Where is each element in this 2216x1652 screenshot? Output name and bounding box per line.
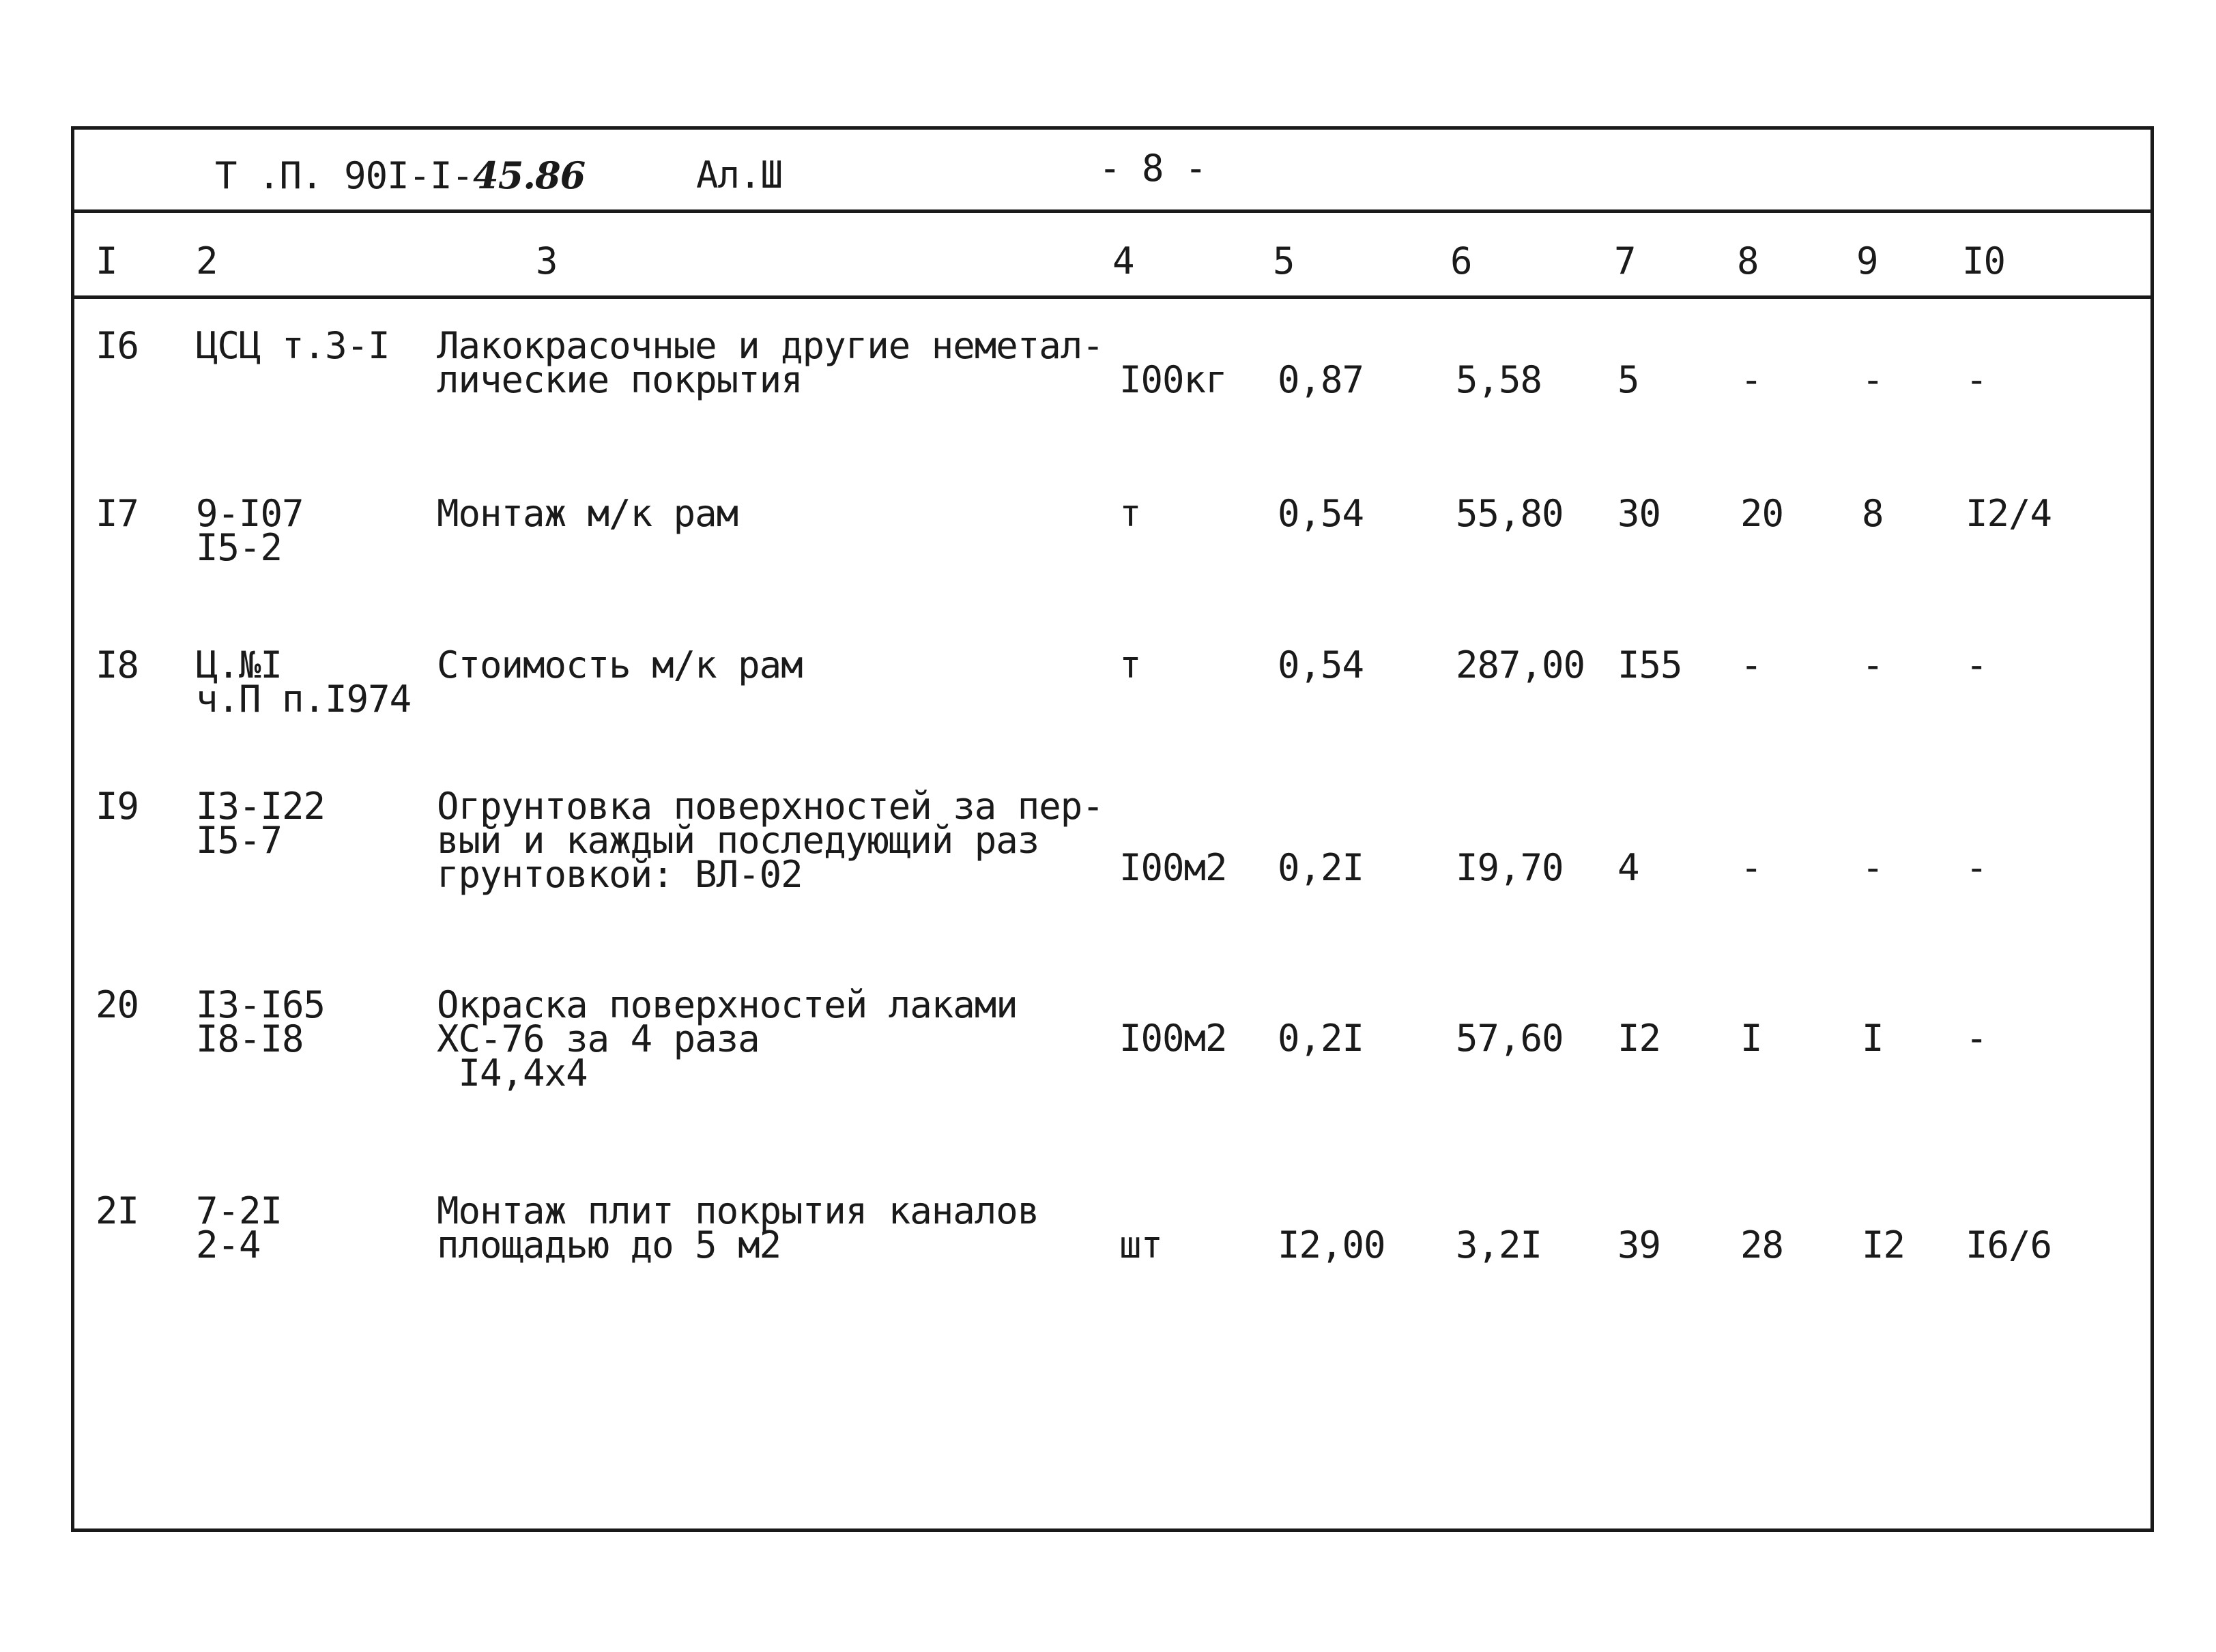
row-price: 287,00 xyxy=(1456,643,1585,686)
row-col10: I2/4 xyxy=(1966,492,2052,535)
row-unit: I00м2 xyxy=(1119,846,1227,889)
column-header-divider xyxy=(71,295,2154,299)
row-code: I3-I22 I5-7 xyxy=(196,785,326,862)
page-number: - 8 - xyxy=(1099,147,1207,190)
row-quantity: 0,2I xyxy=(1278,846,1364,889)
row-number: I6 xyxy=(96,324,139,367)
row-price: I9,70 xyxy=(1456,846,1564,889)
row-col9: I2 xyxy=(1862,1223,1905,1266)
column-header-9: 9 xyxy=(1856,240,1878,282)
row-col10: - xyxy=(1966,643,1987,686)
column-header-4: 4 xyxy=(1112,240,1134,282)
row-quantity: 0,54 xyxy=(1278,492,1364,535)
header-divider xyxy=(71,209,2154,213)
row-name: Огрунтовка поверхностей за пер- вый и каждый последующий раз грунтовкой: ВЛ-02 xyxy=(437,785,1104,896)
row-quantity: 0,2I xyxy=(1278,1017,1364,1060)
row-col8: - xyxy=(1740,846,1762,889)
row-name: Стоимость м/к рам xyxy=(437,643,803,686)
row-col10: - xyxy=(1966,1017,1987,1060)
row-price: 3,2I xyxy=(1456,1223,1542,1266)
row-quantity: I2,00 xyxy=(1278,1223,1385,1266)
column-header-7: 7 xyxy=(1614,240,1636,282)
row-col9: - xyxy=(1862,358,1884,401)
row-number: I7 xyxy=(96,492,139,535)
row-col8: 20 xyxy=(1740,492,1784,535)
row-col8: 28 xyxy=(1740,1223,1784,1266)
row-unit: I00м2 xyxy=(1119,1017,1227,1060)
column-header-5: 5 xyxy=(1273,240,1295,282)
row-price: 57,60 xyxy=(1456,1017,1564,1060)
row-col10: I6/6 xyxy=(1966,1223,2052,1266)
row-col9: I xyxy=(1862,1017,1884,1060)
row-col8: - xyxy=(1740,358,1762,401)
row-name: Монтаж плит покрытия каналов площадью до 5 м2 xyxy=(437,1189,1039,1266)
row-col7: I2 xyxy=(1617,1017,1661,1060)
row-price: 5,58 xyxy=(1456,358,1542,401)
row-number: 2I xyxy=(96,1189,139,1232)
row-col7: I55 xyxy=(1617,643,1682,686)
row-unit: т xyxy=(1119,492,1141,535)
row-code: 7-2I 2-4 xyxy=(196,1189,283,1266)
column-header-10: I0 xyxy=(1962,240,2006,282)
row-code: I3-I65 I8-I8 xyxy=(196,983,326,1060)
row-col10: - xyxy=(1966,358,1987,401)
row-code: 9-I07 I5-2 xyxy=(196,492,304,569)
row-code: Ц.№I ч.П п.I974 xyxy=(196,643,412,721)
row-price: 55,80 xyxy=(1456,492,1564,535)
row-unit: шт xyxy=(1119,1223,1163,1266)
column-header-1: I xyxy=(96,240,117,282)
row-quantity: 0,54 xyxy=(1278,643,1364,686)
row-unit: т xyxy=(1119,643,1141,686)
column-header-2: 2 xyxy=(196,240,218,282)
row-col9: - xyxy=(1862,643,1884,686)
document-number-handwritten: 45.86 xyxy=(473,154,586,197)
album-label: Ал.Ш xyxy=(696,154,783,197)
row-unit: I00кг xyxy=(1119,358,1227,401)
row-col9: - xyxy=(1862,846,1884,889)
row-col7: 39 xyxy=(1617,1223,1661,1266)
column-header-6: 6 xyxy=(1450,240,1472,282)
row-name: Окраска поверхностей лаками ХС-76 за 4 раза I4,4х4 xyxy=(437,983,1018,1095)
document-number xyxy=(215,154,586,197)
row-col9: 8 xyxy=(1862,492,1884,535)
row-col10: - xyxy=(1966,846,1987,889)
row-number: I9 xyxy=(96,785,139,828)
row-name: Монтаж м/к рам xyxy=(437,492,738,535)
column-header-8: 8 xyxy=(1737,240,1759,282)
row-col7: 5 xyxy=(1617,358,1639,401)
row-number: 20 xyxy=(96,983,139,1026)
document-number-typed: Т .П. 90I-I- xyxy=(215,154,474,197)
row-number: I8 xyxy=(96,643,139,686)
row-quantity: 0,87 xyxy=(1278,358,1364,401)
row-col8: - xyxy=(1740,643,1762,686)
column-header-3: 3 xyxy=(536,240,558,282)
row-col7: 4 xyxy=(1617,846,1639,889)
row-col8: I xyxy=(1740,1017,1762,1060)
row-col7: 30 xyxy=(1617,492,1661,535)
row-name: Лакокрасочные и другие неметал- лические покрытия xyxy=(437,324,1104,401)
row-code: ЦСЦ т.3-I xyxy=(196,324,390,367)
